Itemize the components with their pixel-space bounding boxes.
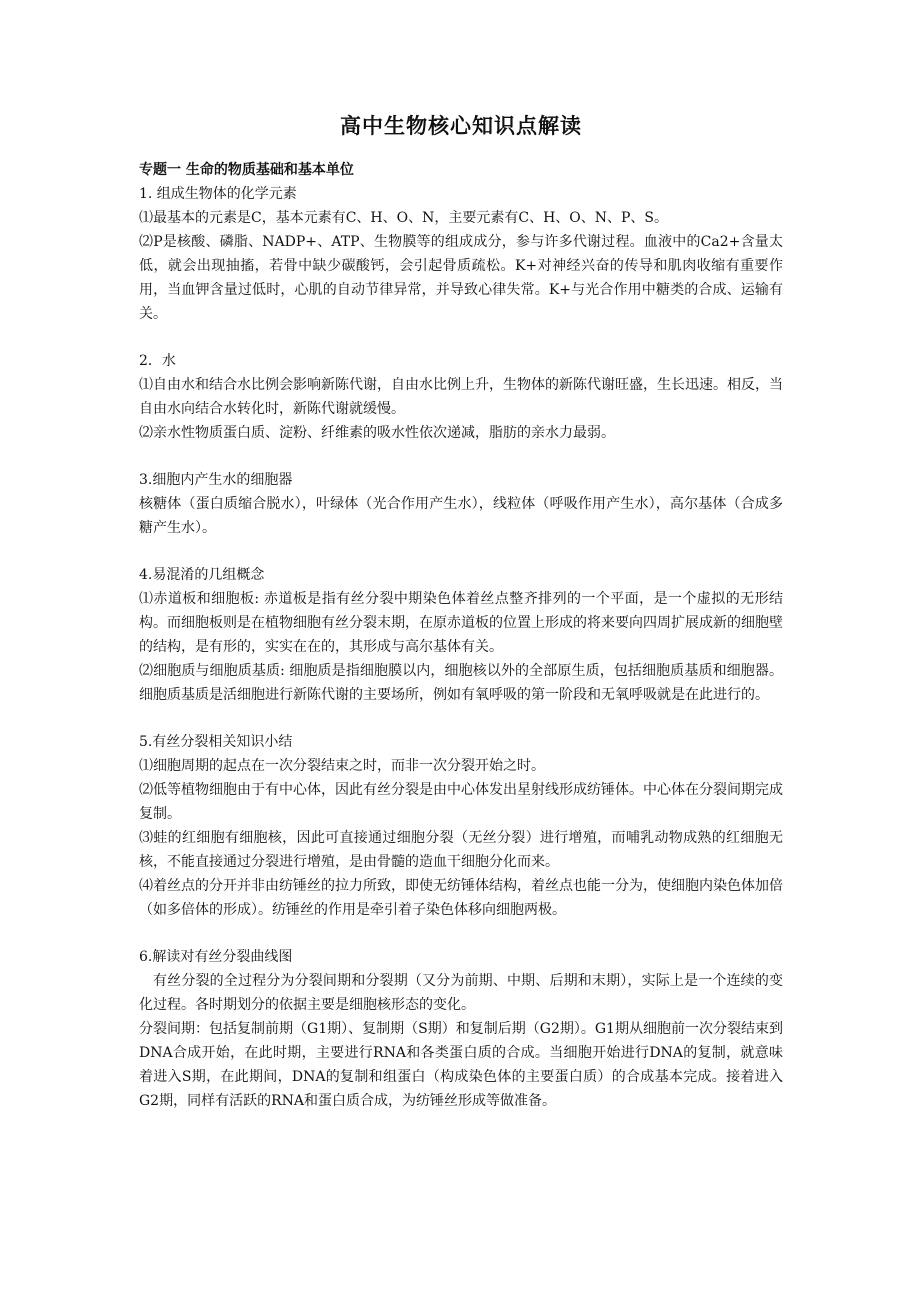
section-spacer <box>139 326 783 349</box>
paragraph: ⑴最基本的元素是C，基本元素有C、H、O、N，主要元素有C、H、O、N、P、S。 <box>139 210 669 226</box>
topic-heading: 专题一 生命的物质基础和基本单位 <box>139 162 354 178</box>
paragraph: ⑴细胞周期的起点在一次分裂结束之时，而非一次分裂开始之时。 <box>139 758 545 774</box>
paragraph: ⑵细胞质与细胞质基质: 细胞质是指细胞膜以内，细胞核以外的全部原生质，包括细胞质基质和细胞器。细胞质基质是活细胞进行新陈代谢的主要场所，例如有氧呼吸的第一阶段和无氧呼吸就是在此进行的。 <box>139 663 783 703</box>
section-heading: 1. 组成生物体的化学元素 <box>139 186 297 202</box>
paragraph: ⑴自由水和结合水比例会影响新陈代谢，自由水比例上升，生物体的新陈代谢旺盛，生长迅速。相反，当自由水向结合水转化时，新陈代谢就缓慢。 <box>139 377 783 417</box>
paragraph: ⑶蛙的红细胞有细胞核，因此可直接通过细胞分裂（无丝分裂）进行增殖，而哺乳动物成熟的红细胞无核，不能直接通过分裂进行增殖，是由骨髓的造血干细胞分化而来。 <box>139 830 783 870</box>
section-heading: 3.细胞内产生水的细胞器 <box>139 472 293 488</box>
paragraph: ⑴赤道板和细胞板: 赤道板是指有丝分裂中期染色体着丝点整齐排列的一个平面，是一个虚拟的无形结构。而细胞板则是在植物细胞有丝分裂末期，在原赤道板的位置上形成的将来要向四周扩展成新的细胞壁的结构，是有形的，实实在在的，其形成与高尔基体有关。 <box>139 591 783 655</box>
paragraph: ⑵低等植物细胞由于有中心体，因此有丝分裂是由中心体发出星射线形成纺锤体。中心体在分裂间期完成复制。 <box>139 782 783 822</box>
section-heading: 2．水 <box>139 353 176 369</box>
paragraph: 核糖体（蛋白质缩合脱水），叶绿体（光合作用产生水），线粒体（呼吸作用产生水），高尔基体（合成多糖产生水）。 <box>139 496 783 536</box>
section-spacer <box>139 707 783 730</box>
section-heading: 5.有丝分裂相关知识小结 <box>139 734 293 750</box>
paragraph: 有丝分裂的全过程分为分裂间期和分裂期（又分为前期、中期、后期和末期），实际上是一个连续的变化过程。各时期划分的依据主要是细胞核形态的变化。 <box>139 973 783 1013</box>
paragraph: ⑵P是核酸、磷脂、NADP+、ATP、生物膜等的组成成分，参与许多代谢过程。血液中的Ca2+含量太低，就会出现抽搐，若骨中缺少碳酸钙，会引起骨质疏松。K+对神经兴奋的传导和肌肉收缩有重要作用，当血钾含量过低时，心肌的自动节律异常，并导致心律失常。K+与光合作用中糖类的合成、运输有关。 <box>139 234 783 322</box>
section-heading: 6.解读对有丝分裂曲线图 <box>139 949 293 965</box>
section-heading: 4.易混淆的几组概念 <box>139 567 265 583</box>
section-spacer <box>139 540 783 563</box>
paragraph: ⑵亲水性物质蛋白质、淀粉、纤维素的吸水性依次递减，脂肪的亲水力最弱。 <box>139 425 615 441</box>
document-title: 高中生物核心知识点解读 <box>340 114 582 138</box>
paragraph: ⑷着丝点的分开并非由纺锤丝的拉力所致，即使无纺锤体结构，着丝点也能一分为，使细胞内染色体加倍（如多倍体的形成）。纺锤丝的作用是牵引着子染色体移向细胞两极。 <box>139 878 783 918</box>
paragraph: 分裂间期：包括复制前期（G1期）、复制期（S期）和复制后期（G2期）。G1期从细胞前一次分裂结束到DNA合成开始，在此时期，主要进行RNA和各类蛋白质的合成。当细胞开始进行DNA的复制，就意味着进入S期，在此期间，DNA的复制和组蛋白（构成染色体的主要蛋白质）的合成基本完成。接着进入G2期，同样有活跃的RNA和蛋白质合成，为纺锤丝形成等做准备。 <box>139 1021 783 1109</box>
document-page <box>139 112 783 1113</box>
section-spacer <box>139 922 783 945</box>
section-spacer <box>139 445 783 468</box>
